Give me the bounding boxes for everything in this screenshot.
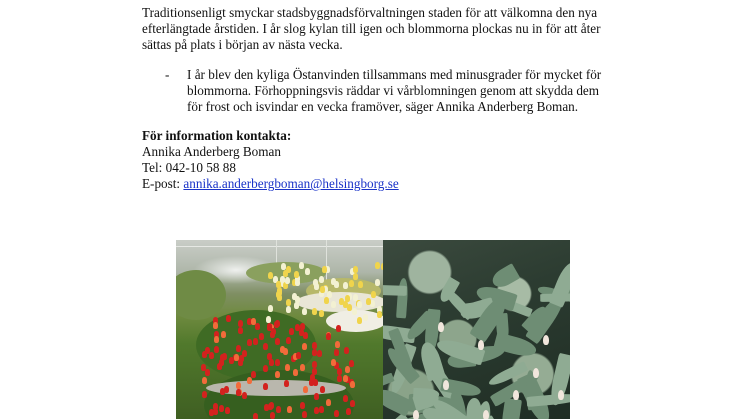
red-tulip [219,405,224,412]
tulip-buds-leaves-photo [383,240,570,419]
red-tulip [264,404,269,411]
tulip-leaf [396,277,408,318]
white-tulip [371,291,376,298]
red-tulip [334,410,339,417]
red-tulip [303,332,308,339]
tulip-bud [478,340,484,350]
red-tulip [317,350,322,357]
white-tulip [357,301,362,308]
tulip-bud [438,322,444,332]
red-tulip [285,364,290,371]
white-tulip [268,305,273,312]
red-tulip [312,368,317,375]
white-tulip [268,272,273,279]
white-tulip [358,281,363,288]
red-tulip [213,322,218,329]
red-tulip [236,345,241,352]
red-tulip [344,347,349,354]
red-tulip [310,374,315,381]
red-tulip [312,361,317,368]
red-tulip [263,383,268,390]
white-tulip [343,282,348,289]
quote-line: blommorna. Förhoppningsvis räddar vi vårblomningen genom att skydda dem [187,83,600,98]
contact-email-row [142,176,399,192]
white-tulip [324,297,329,304]
white-tulip [320,286,325,293]
red-tulip [346,408,351,415]
white-tulip [286,266,291,273]
white-tulip [353,266,358,273]
tulip-leaf [490,263,521,291]
red-tulip [238,320,243,327]
red-tulip [220,388,225,395]
white-tulip [294,302,299,309]
red-tulip [214,336,219,343]
white-tulip [339,298,344,305]
red-tulip [349,360,354,367]
red-tulip [255,323,260,330]
white-tulip [353,294,358,301]
red-tulip [202,377,207,384]
white-tulip [375,262,380,269]
red-tulip [270,331,275,338]
red-tulip [314,393,319,400]
red-tulip [320,386,325,393]
red-tulip [312,342,317,349]
red-tulip [334,349,339,356]
flower-bed [176,270,226,320]
red-tulip [275,371,280,378]
tulip-bud [483,410,489,419]
white-tulip [331,301,336,308]
red-tulip [336,325,341,332]
white-tulip [366,298,371,305]
greenhouse-frame [176,246,383,247]
red-tulip [289,328,294,335]
tulip-bud [443,380,449,390]
red-tulip [335,341,340,348]
red-tulip [302,343,307,350]
tulip-leaf [383,284,407,295]
tulip-leaf [500,397,522,419]
red-tulip [331,359,336,366]
red-tulip [337,368,342,375]
red-tulip [253,338,258,345]
red-tulip [300,402,305,409]
red-tulip [350,381,355,388]
red-tulip [201,364,206,371]
red-tulip [217,363,222,370]
paragraph-line: Traditionsenligt smyckar stadsbyggnadsförvaltningen staden för att välkomna den nya [142,5,598,20]
white-tulip [319,276,324,283]
red-tulip [236,389,241,396]
red-tulip [267,323,272,330]
red-tulip [345,366,350,373]
red-tulip [202,391,207,398]
white-tulip [285,277,290,284]
email-link[interactable]: annika.anderbergboman@helsingborg.se [183,176,399,191]
white-tulip [295,279,300,286]
red-tulip [269,359,274,366]
greenhouse-frame [326,240,327,280]
red-tulip [284,380,289,387]
greenhouse-tulips-photo [176,240,383,419]
quote-line: I år blev den kyliga Östanvinden tillsammans med minusgrader för mycket för [187,67,602,82]
tulip-bud [543,335,549,345]
red-tulip [319,406,324,413]
red-tulip [300,364,305,371]
white-tulip [352,308,357,315]
email-label: E-post: [142,176,184,191]
white-tulip [375,279,380,286]
white-tulip [345,295,350,302]
white-tulip [370,300,375,307]
red-tulip [293,369,298,376]
red-tulip [296,352,301,359]
white-tulip [363,314,368,321]
white-tulip [314,283,319,290]
red-tulip [314,407,319,414]
white-tulip [302,308,307,315]
red-tulip [238,327,243,334]
white-tulip [377,311,382,318]
red-tulip [214,346,219,353]
red-tulip [326,333,331,340]
white-tulip [292,293,297,300]
white-tulip [349,280,354,287]
quote-line: för frost och isvindar en vecka framöver, säger Annika Anderberg Boman. [187,99,579,114]
tulip-bud [533,368,539,378]
red-tulip [312,349,317,356]
red-tulip [205,369,210,376]
red-tulip [242,392,247,399]
tulip-bud [513,390,519,400]
white-tulip [286,306,291,313]
white-tulip [266,316,271,323]
red-tulip [326,399,331,406]
red-tulip [270,412,275,419]
red-tulip [209,352,214,359]
contact-heading: För information kontakta: [142,128,292,143]
red-tulip [202,351,207,358]
red-tulip [251,371,256,378]
white-tulip [305,268,310,275]
white-tulip [312,308,317,315]
white-tulip [286,299,291,306]
red-tulip [275,359,280,366]
red-tulip [222,353,227,360]
contact-name: Annika Anderberg Boman [142,144,281,159]
tulip-bud [413,410,419,419]
red-tulip [343,375,348,382]
white-tulip [277,294,282,301]
red-tulip [303,386,308,393]
red-tulip [263,365,268,372]
white-tulip [322,266,327,273]
red-tulip [295,324,300,331]
white-tulip [331,278,336,285]
red-tulip [343,395,348,402]
red-tulip [337,375,342,382]
red-tulip [267,353,272,360]
red-tulip [286,337,291,344]
white-tulip [357,317,362,324]
red-tulip [226,315,231,322]
tulip-leaf [540,293,570,302]
red-tulip [275,338,280,345]
red-tulip [213,408,218,415]
red-tulip [302,411,307,418]
white-tulip [299,262,304,269]
paragraph-line: sättas på plats i början av nästa vecka. [142,37,343,52]
white-tulip [294,271,299,278]
red-tulip [225,407,230,414]
tulip-leaf [466,398,482,419]
bullet-dash: - [165,67,170,82]
red-tulip [251,318,256,325]
red-tulip [263,343,268,350]
contact-phone: Tel: 042-10 58 88 [142,160,236,175]
red-tulip [253,413,258,419]
red-tulip [287,406,292,413]
red-tulip [276,406,281,413]
tulip-bud [558,390,564,400]
paragraph-line: efterlängtade årstiden. I år slog kylan till igen och blommorna plockas nu in för att åter [142,21,601,36]
white-tulip [319,310,324,317]
red-tulip [350,400,355,407]
